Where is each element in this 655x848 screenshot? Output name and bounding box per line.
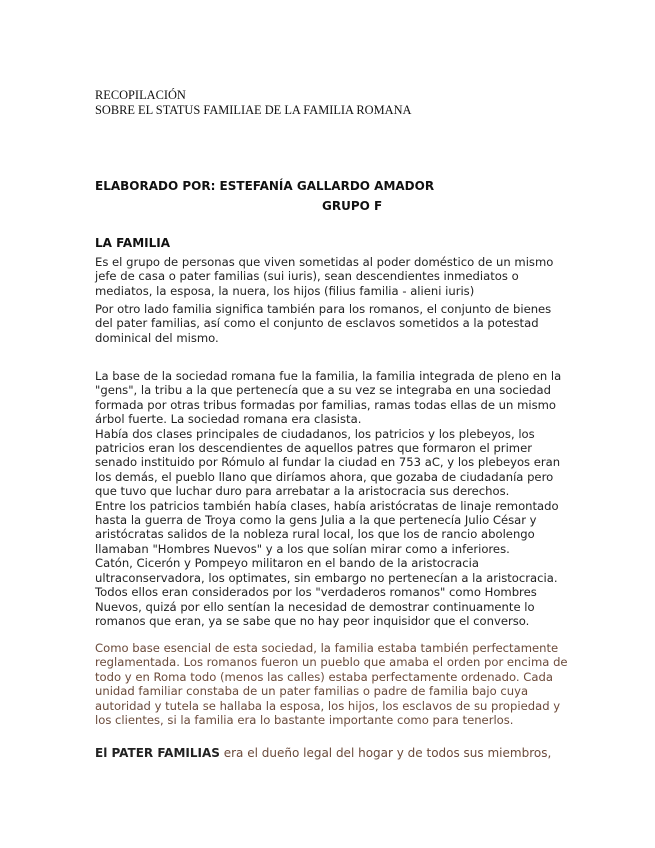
paragraph-line: que tuvo que luchar duro para arrebatar a la aristocracia sus derechos. bbox=[95, 484, 510, 499]
pater-familias-text: era el dueño legal del hogar y de todos sus miembros, bbox=[219, 746, 552, 760]
paragraph-line: llamaban "Hombres Nuevos" y a los que solían mirar como a inferiores. bbox=[95, 541, 510, 556]
paragraph-line: unidad familiar constaba de un pater familias o padre de familia bajo cuya bbox=[95, 684, 529, 699]
paragraph-line: La base de la sociedad romana fue la familia, la familia integrada de pleno en la bbox=[95, 369, 562, 383]
paragraph-line: jefe de casa o pater familias (sui iuris), sean descendientes inmediatos o bbox=[95, 269, 519, 284]
paragraph-line: Como base esencial de esta sociedad, la familia estaba también perfectamente bbox=[95, 641, 559, 655]
paragraph-line: Nuevos, quizá por ello sentían la necesidad de demostrar continuamente lo bbox=[95, 599, 535, 614]
paragraph-family-order bbox=[95, 641, 568, 728]
paragraph-line: los demás, el pueblo llano que diríamos ahora, que gozaba de ciudadanía pero bbox=[95, 469, 554, 484]
pater-familias-term: El PATER FAMILIAS bbox=[95, 746, 220, 760]
paragraph-line: romanos que eran, ya se sabe que no hay peor inquisidor que el converso. bbox=[95, 613, 530, 628]
paragraph-line: árbol fuerte. La sociedad romana era clasista. bbox=[95, 412, 362, 427]
paragraph-line: Había dos clases principales de ciudadanos, los patricios y los plebeyos, los bbox=[95, 426, 535, 441]
author-credit: ELABORADO POR: ESTEFANÍA GALLARDO AMADOR bbox=[95, 179, 435, 193]
group-label: GRUPO F bbox=[322, 199, 383, 213]
title-line-1: RECOPILACIÓN bbox=[95, 88, 186, 102]
paragraph-line: hasta la guerra de Troya como la gens Julia a la que pertenecía Julio César y bbox=[95, 513, 537, 528]
paragraph-line: ultraconservadora, los optimates, sin embargo no pertenecían a la aristocracia. bbox=[95, 570, 558, 585]
paragraph-line: del pater familias, así como el conjunto de esclavos sometidos a la potestad bbox=[95, 316, 539, 331]
paragraph-line: reglamentada. Los romanos fueron un pueblo que amaba el orden por encima de bbox=[95, 655, 568, 670]
paragraph-line: dominical del mismo. bbox=[95, 330, 219, 345]
paragraph-definition bbox=[95, 255, 565, 298]
paragraph-line: patricios eran los descendientes de aquellos patres que formaron el primer bbox=[95, 441, 532, 456]
title-line-2: SOBRE EL STATUS FAMILIAE DE LA FAMILIA ROMANA bbox=[95, 102, 412, 117]
paragraph-line: aristócratas salidos de la nobleza rural local, los que los de rancio abolengo bbox=[95, 527, 535, 542]
paragraph-line: Por otro lado familia significa también para los romanos, el conjunto de bienes bbox=[95, 302, 552, 316]
paragraph-line: Todos ellos eran considerados por los "verdaderos romanos" como Hombres bbox=[95, 585, 537, 600]
paragraph-society bbox=[95, 369, 565, 628]
paragraph-line: Catón, Cicerón y Pompeyo militaron en el bando de la aristocracia bbox=[95, 556, 479, 571]
document-title bbox=[95, 88, 565, 117]
section-heading: LA FAMILIA bbox=[95, 236, 171, 250]
paragraph-line: Entre los patricios también había clases, había aristócratas de linaje remontado bbox=[95, 498, 559, 513]
paragraph-pater-familias bbox=[95, 746, 565, 760]
paragraph-line: los clientes, si la familia era lo bastante importante como para tenerlos. bbox=[95, 713, 514, 728]
paragraph-line: Es el grupo de personas que viven sometidas al poder doméstico de un mismo bbox=[95, 255, 554, 269]
paragraph-line: "gens", la tribu a la que pertenecía que a su vez se integraba en una sociedad bbox=[95, 383, 551, 398]
paragraph-line: senado instituido por Rómulo al fundar la ciudad en 753 aC, y los plebeyos eran bbox=[95, 455, 561, 470]
paragraph-assets bbox=[95, 302, 565, 345]
paragraph-line: todo y en Roma todo (menos las calles) estaba perfectamente ordenado. Cada bbox=[95, 669, 553, 684]
paragraph-line: formada por otras tribus formadas por familias, ramas todas ellas de un mismo bbox=[95, 397, 557, 412]
paragraph-line: mediatos, la esposa, la nuera, los hijos (filius familia - alieni iuris) bbox=[95, 283, 475, 298]
paragraph-line: autoridad y tutela se hallaba la esposa, los hijos, los esclavos de su propiedad y bbox=[95, 698, 561, 713]
